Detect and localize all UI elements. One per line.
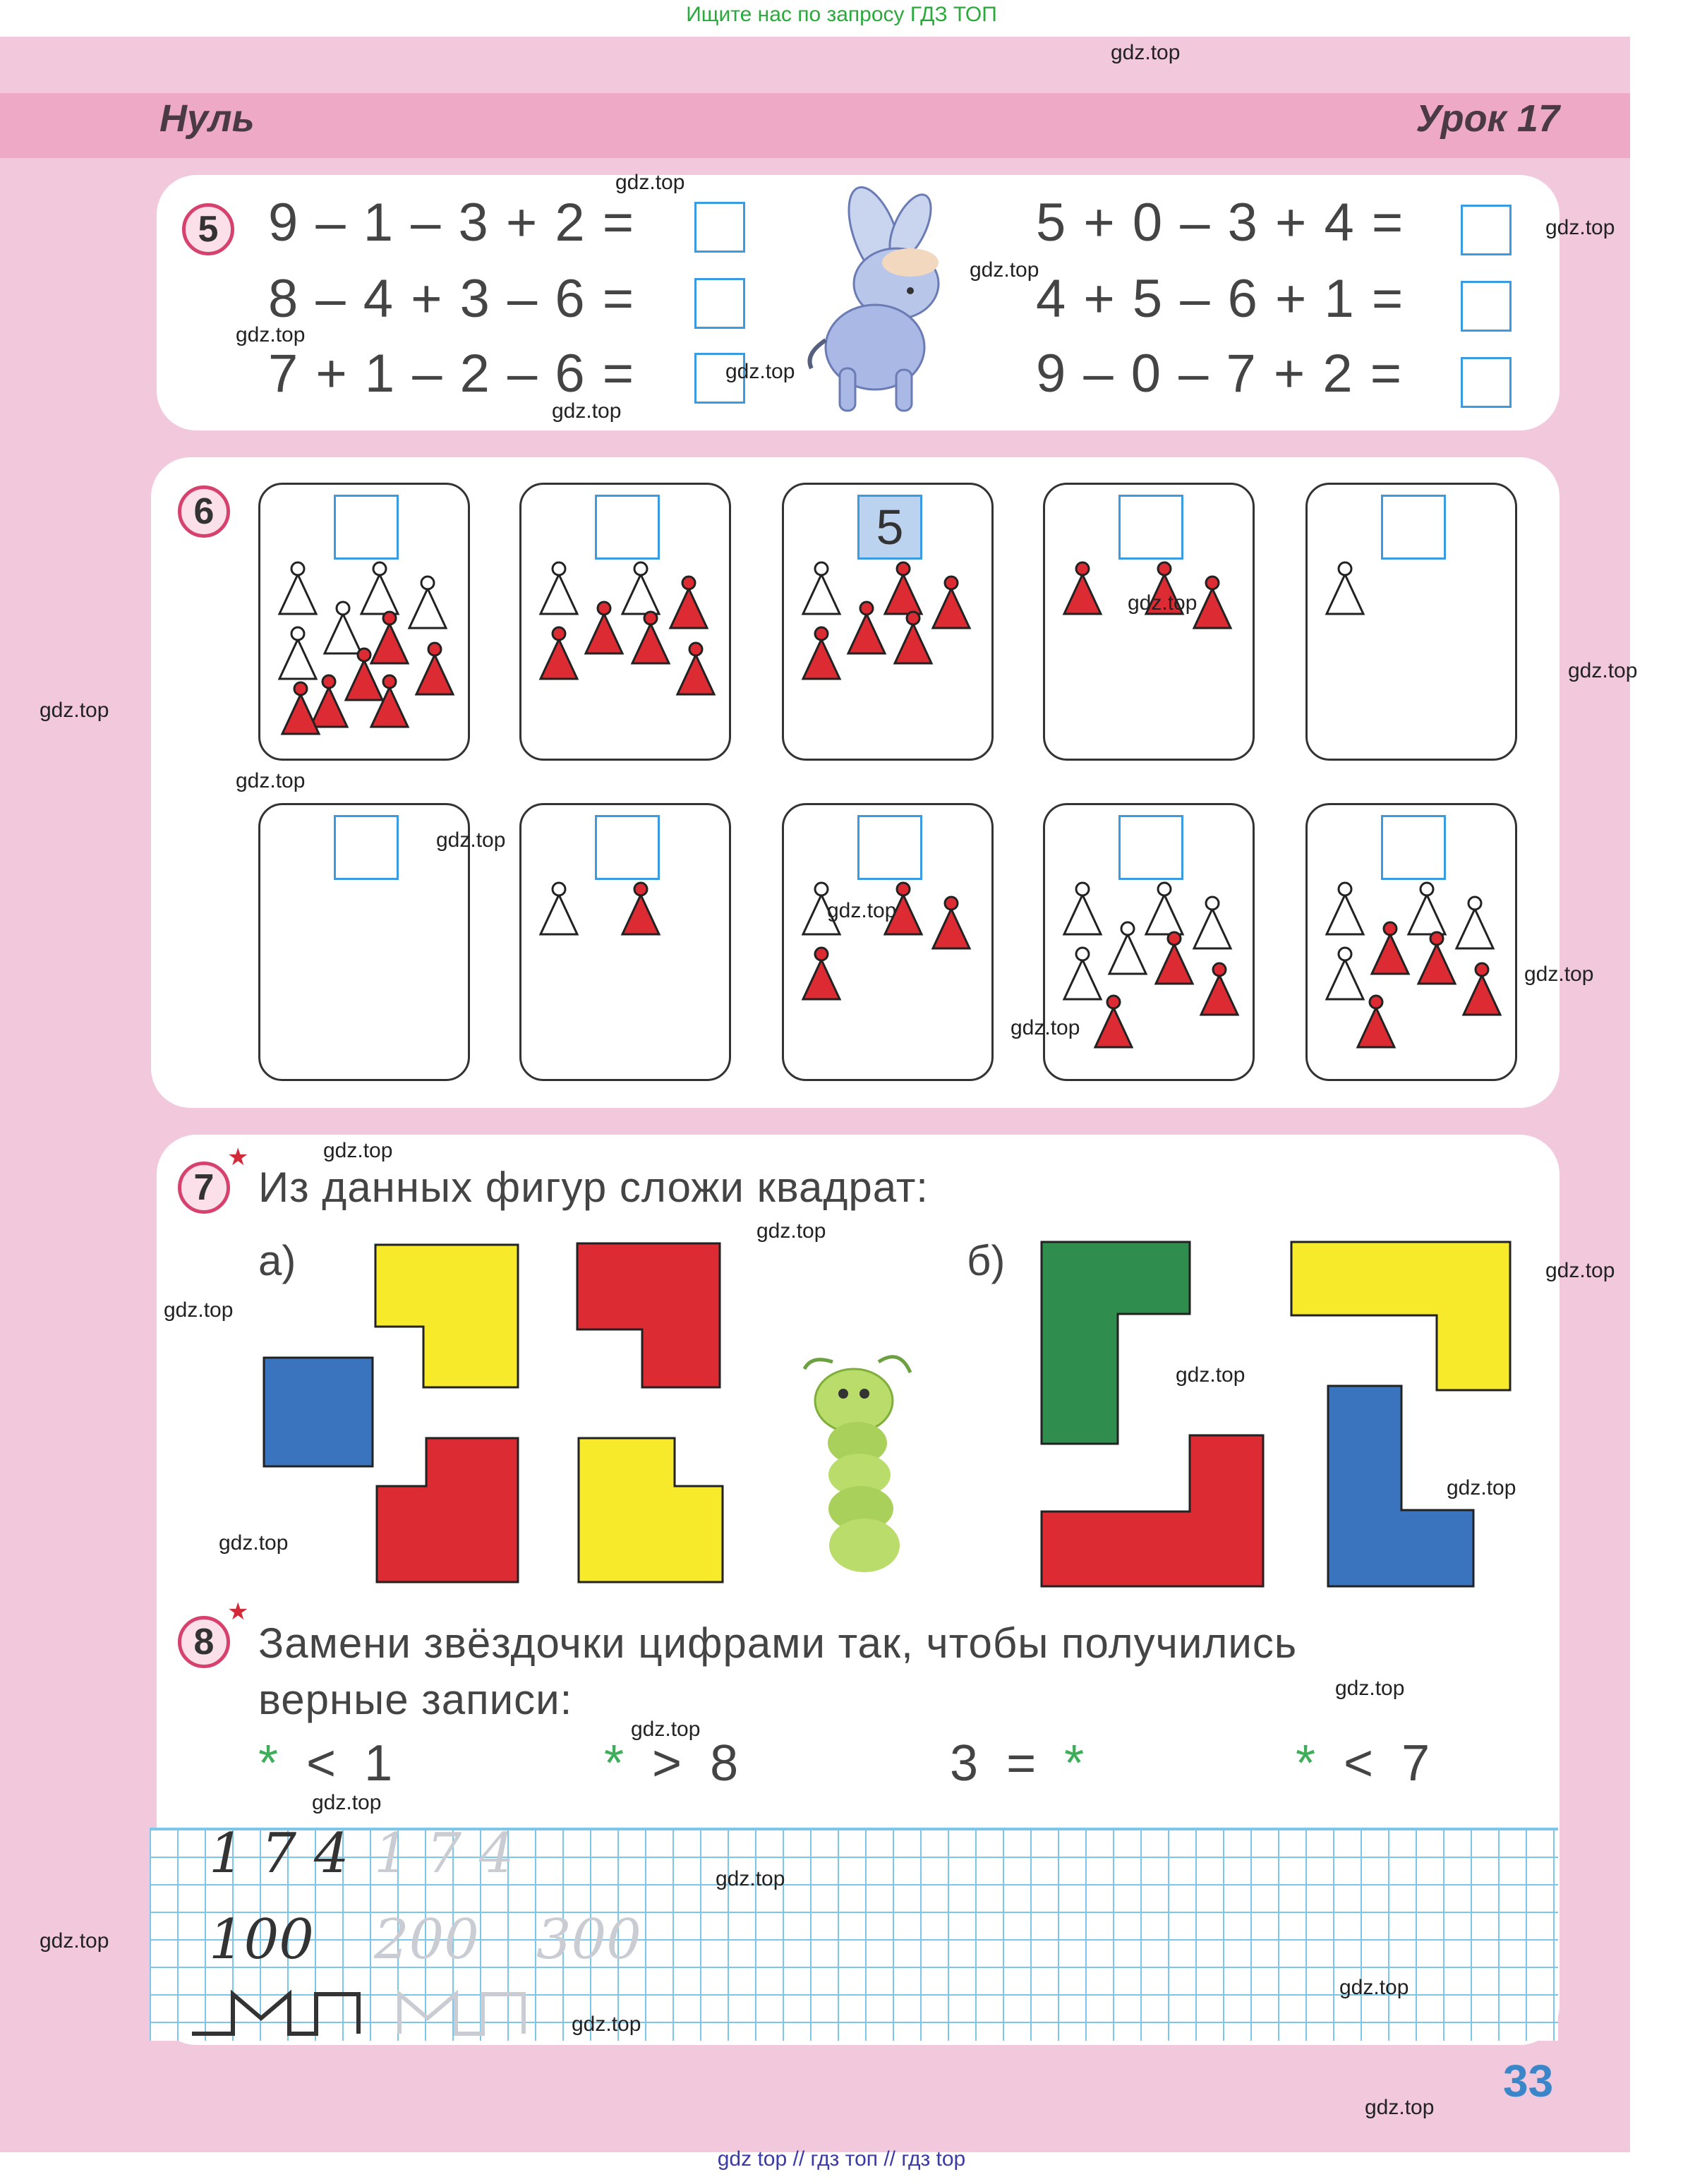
watermark: gdz.top [436,828,506,852]
bottom-banner[interactable]: gdz top // гдз топ // гдз top [717,2147,966,2171]
watermark: gdz.top [716,1867,785,1890]
top-banner[interactable]: Ищите нас по запросу ГДЗ ТОП [686,3,997,26]
asterisk-icon: * [604,1735,625,1792]
hw-row2-trace-2: 300 [536,1908,641,1972]
watermark: gdz.top [756,1219,826,1243]
task5-right-eq-2: 4 + 5 – 6 + 1 = [1036,269,1405,329]
watermark: gdz.top [1568,659,1638,682]
task5-right-eq-3: 9 – 0 – 7 + 2 = [1036,344,1404,404]
watermark: gdz.top [1447,1476,1516,1500]
hw-row1-sample: 1 7 4 [209,1822,349,1886]
task5-number: 5 [182,203,234,255]
lesson-title: Урок 17 [1416,97,1560,140]
watermark: gdz.top [631,1718,701,1741]
page-number: 33 [1503,2056,1554,2106]
hw-row1-trace: 1 7 4 [374,1822,514,1886]
task5-right-eq-1: 5 + 0 – 3 + 4 = [1036,193,1405,253]
task8-item-4: * < 7 [1296,1735,1430,1792]
watermark: gdz.top [1524,963,1594,986]
watermark: gdz.top [615,171,685,194]
hw-row2-sample: 100 [209,1908,314,1972]
asterisk-icon: * [1296,1735,1316,1792]
watermark: gdz.top [827,899,897,922]
task8-text-line1: Замени звёздочки цифрами так, чтобы получились [258,1619,1298,1667]
watermark: gdz.top [312,1791,382,1814]
card-answer-box[interactable]: 5 [857,495,922,560]
watermark: gdz.top [725,360,795,383]
watermark: gdz.top [40,699,109,722]
task6-number: 6 [178,485,230,538]
watermark: gdz.top [1176,1363,1245,1387]
watermark: gdz.top [236,323,306,346]
task8-item-2: * > 8 [604,1735,739,1792]
watermark: gdz.top [1111,41,1181,64]
task5-left-eq-1: 9 – 1 – 3 + 2 = [268,193,636,253]
hw-row2-trace-1: 200 [374,1908,479,1972]
watermark: gdz.top [1011,1016,1080,1039]
watermark: gdz.top [1339,1976,1409,1999]
watermark: gdz.top [40,1929,109,1953]
watermark: gdz.top [236,769,306,792]
watermark: gdz.top [1335,1677,1405,1700]
watermark: gdz.top [164,1298,234,1322]
watermark: gdz.top [970,258,1039,282]
watermark: gdz.top [323,1139,393,1162]
task8-item-1: * < 1 [258,1735,393,1792]
watermark: gdz.top [219,1531,289,1555]
task7-text: Из данных фигур сложи квадрат: [258,1164,929,1211]
task7-number: 7 [178,1162,230,1214]
watermark: gdz.top [1365,2096,1435,2119]
task8-text-line2: верные записи: [258,1676,573,1723]
task5-left-eq-2: 8 – 4 + 3 – 6 = [268,269,636,329]
task5-left-eq-3: 7 + 1 – 2 – 6 = [268,344,636,404]
watermark: gdz.top [572,2013,641,2036]
asterisk-icon: * [258,1735,279,1792]
task8-item-3: 3 = * [950,1735,1085,1792]
task7-label-b: б) [967,1237,1006,1284]
watermark: gdz.top [552,399,622,423]
topic-title: Нуль [159,97,255,140]
watermark: gdz.top [1545,1259,1615,1282]
asterisk-icon: * [1064,1735,1085,1792]
task8-number: 8 [178,1616,230,1668]
watermark: gdz.top [1128,591,1198,615]
watermark: gdz.top [1545,216,1615,239]
task7-star-icon: ★ [227,1144,249,1171]
task7-label-a: а) [258,1237,296,1284]
task8-star-icon: ★ [227,1598,249,1625]
